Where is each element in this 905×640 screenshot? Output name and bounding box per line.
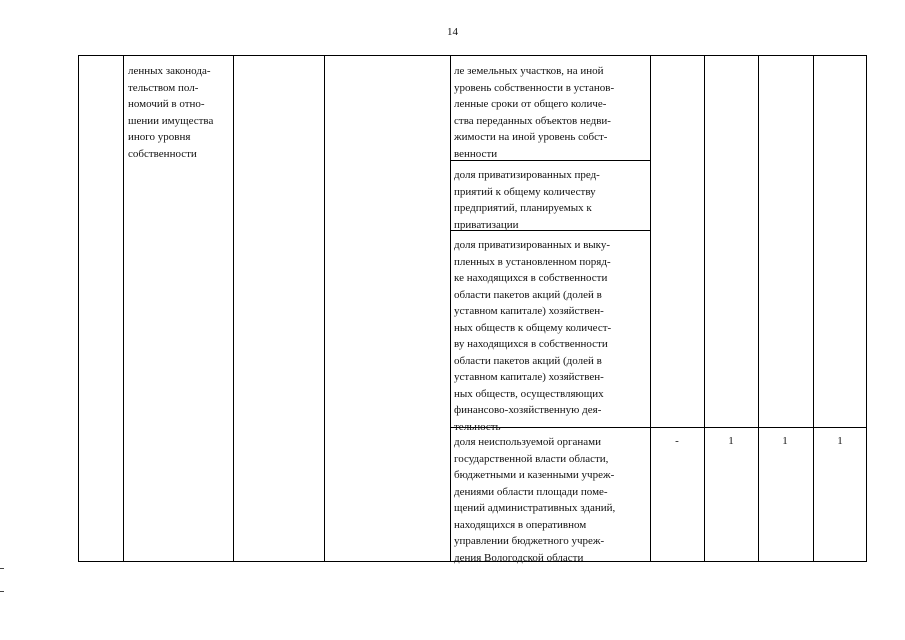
indicator-cell — [454, 237, 611, 435]
indicator-cell — [454, 63, 614, 162]
cell-line: собственности — [128, 147, 197, 160]
column-divider — [758, 56, 759, 561]
cell-line: ства переданных объектов недви- — [454, 114, 611, 127]
cell-line: уставном капитале) хозяйствен- — [454, 305, 604, 317]
cell-line: ных обществ, осуществляющих — [454, 387, 604, 400]
column-divider — [324, 56, 325, 561]
cell-line: уставном капитале) хозяйствен- — [454, 371, 604, 383]
cell-line: дения Вологодской области — [454, 551, 584, 564]
cell-line: государственной власти области, — [454, 452, 609, 465]
indicator-cell — [454, 167, 600, 233]
indicator-cell — [454, 434, 615, 566]
cell-line: бюджетными и казенными учреж- — [454, 469, 615, 481]
cell-line: области пакетов акций (долей в — [454, 288, 602, 301]
column-divider — [704, 56, 705, 561]
cell-line: дениями области площади поме- — [454, 485, 608, 498]
cell-line: номочий в отно- — [128, 98, 205, 110]
cell-line: ленных законода- — [128, 65, 211, 77]
cell-line: находящихся в оперативном — [454, 518, 587, 531]
cell-line: приятий к общему количеству — [454, 185, 596, 198]
value-cell: 1 — [728, 435, 734, 447]
cell-line: ных обществ к общему количест- — [454, 321, 612, 334]
page-number: 14 — [447, 26, 458, 38]
cell-line: управлении бюджетного учреж- — [454, 535, 605, 547]
cell-line: доля приватизированных пред- — [454, 169, 600, 181]
column-divider — [123, 56, 124, 561]
column-divider — [233, 56, 234, 561]
cell-line: области пакетов акций (долей в — [454, 354, 602, 367]
cell-line: доля приватизированных и выку- — [454, 239, 611, 251]
cell-line: ке находящихся в собственности — [454, 272, 608, 284]
value-cell: - — [675, 435, 679, 447]
indicators-table — [78, 55, 867, 562]
cell-line: жимости на иной уровень собст- — [454, 131, 608, 143]
cell-line: иного уровня — [128, 131, 191, 143]
cell-line: доля неиспользуемой органами — [454, 436, 601, 448]
column-divider — [813, 56, 814, 561]
cell-line: ленные сроки от общего количе- — [454, 98, 607, 110]
cell-line: предприятий, планируемых к — [454, 202, 592, 214]
cell-line: щений административных зданий, — [454, 502, 616, 514]
responsibility-cell — [128, 63, 213, 162]
cell-line: тельством пол- — [128, 81, 199, 94]
column-divider — [450, 56, 451, 561]
cell-line: венности — [454, 147, 498, 160]
cell-line: тельность — [454, 420, 501, 433]
cell-line: пленных в установленном поряд- — [454, 255, 611, 268]
cell-line: финансово-хозяйственную дея- — [454, 404, 602, 416]
margin-mark — [0, 568, 4, 592]
cell-line: ле земельных участков, на иной — [454, 65, 604, 77]
cell-line: ву находящихся в собственности — [454, 338, 608, 350]
column-divider — [650, 56, 651, 561]
cell-line: приватизации — [454, 218, 519, 231]
value-cell: 1 — [782, 435, 788, 447]
cell-line: уровень собственности в установ- — [454, 81, 615, 94]
cell-line: шении имущества — [128, 114, 214, 127]
value-cell: 1 — [837, 435, 843, 447]
